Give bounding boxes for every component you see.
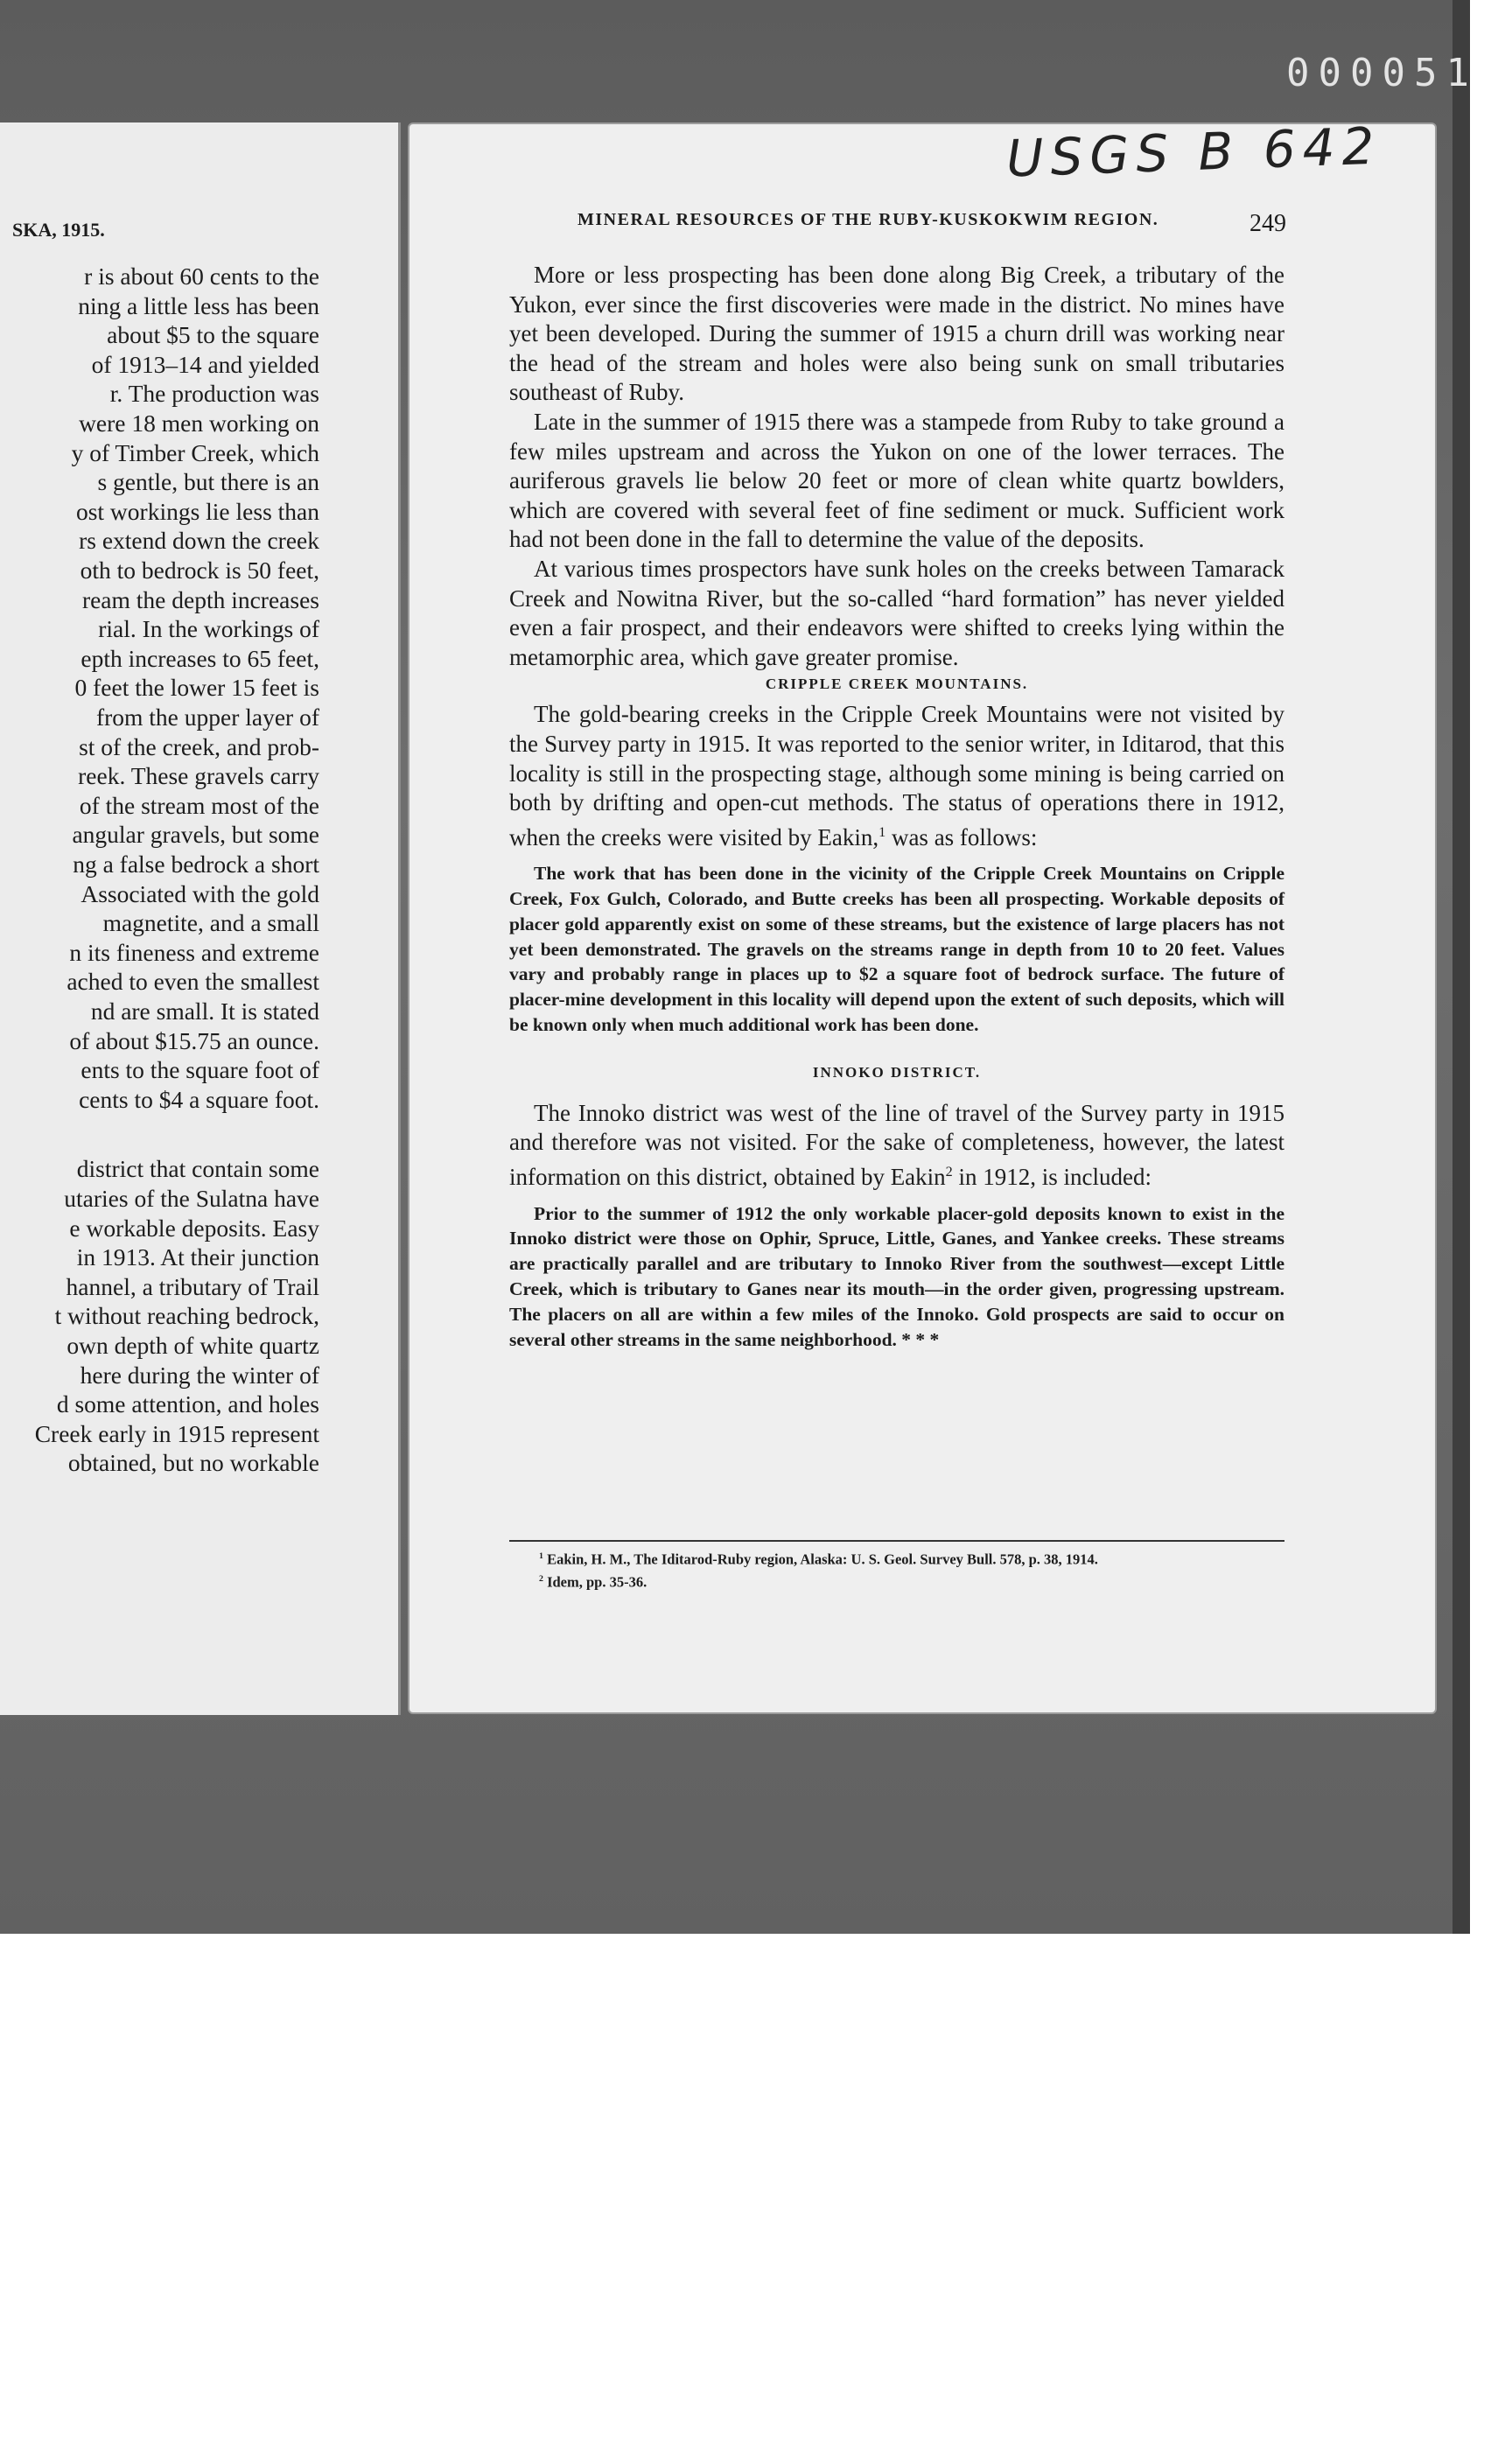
paragraph-cripple-creek-tail: was as follows:: [886, 823, 1038, 850]
left-page-line: t without reaching bedrock,: [54, 1302, 319, 1330]
footnote-2-mark: 2: [539, 1573, 543, 1584]
footnote-1-mark: 1: [539, 1551, 543, 1561]
left-page-line: own depth of white quartz: [66, 1332, 319, 1359]
left-page-line: cents to $4 a square foot.: [79, 1085, 319, 1113]
footnote-ref-2: 2: [945, 1164, 953, 1180]
left-page-line: y of Timber Creek, which: [71, 438, 319, 466]
left-page-line: of about $15.75 an ounce.: [69, 1026, 319, 1054]
left-page-line: r is about 60 cents to the: [84, 262, 319, 290]
paragraph-innoko-text: The Innoko district was west of the line of travel of the Survey party in 1915 and therefore was not visited. For the sake of completeness, however, the latest information on this district, obtained by Eakin: [509, 1099, 1284, 1191]
footnotes: [509, 1540, 1284, 1592]
left-page-line: obtained, but no workable: [67, 1449, 319, 1477]
left-facing-page: [0, 122, 401, 1715]
paragraph-cripple-creek: [509, 700, 1284, 852]
left-page-line: about $5 to the square: [107, 321, 319, 349]
paragraph-hard-formation: At various times prospectors have sunk holes on the creeks between Tamarack Creek and Nowitna River, but the so-called “hard formation” has never yielded even a fair prospect, and their endeavors were shifted to creeks lying within the metamorphic area, which gave greater promise.: [509, 555, 1284, 670]
left-page-header: SKA, 1915.: [12, 219, 105, 241]
paragraph-cripple-creek-text: The gold-bearing creeks in the Cripple Creek Mountains were not visited by the Survey party in 1915. It was reported to the senior writer, in Iditarod, that this locality is still in the prospecting stage, although some mining is being carried on both by drifting and open-cut methods. The status of operations there in 1912, when the creeks were visited by Eakin,: [509, 701, 1284, 850]
footnote-ref-1: 1: [878, 823, 886, 840]
left-page-line: magnetite, and a small: [102, 909, 319, 937]
left-page-line: epth increases to 65 feet,: [80, 644, 319, 672]
paragraph-innoko-tail: in 1912, is included:: [952, 1164, 1152, 1191]
left-page-line: st of the creek, and prob-: [79, 732, 319, 760]
left-page-line: ning a little less has been: [78, 291, 319, 319]
left-page-line: in 1913. At their junction: [76, 1243, 319, 1271]
running-head: [578, 210, 1286, 238]
left-page-line: r. The production was: [109, 380, 319, 408]
left-page-line: from the upper layer of: [95, 704, 319, 731]
left-page-line: rial. In the workings of: [98, 615, 319, 643]
handwritten-tag: USGS B 642: [1004, 116, 1382, 189]
paragraph-innoko: [509, 1099, 1284, 1193]
running-head-title: MINERAL RESOURCES OF THE RUBY-KUSKOKWIM REGION.: [578, 210, 1159, 229]
left-page-line: ost workings lie less than: [75, 497, 319, 525]
left-page-line: nd are small. It is stated: [90, 998, 319, 1025]
page-number: 249: [1250, 210, 1286, 237]
paragraph-big-creek: More or less prospecting has been done along Big Creek, a tributary of the Yukon, ever since the first discoveries were made in the district. No mines have yet been developed. During the summer of 1915 a churn drill was working near the head of the stream and holes were also being sunk on small tributaries southeast of Ruby.: [509, 262, 1284, 406]
archive-stamp: 000051: [1286, 51, 1478, 95]
left-page-line: utaries of the Sulatna have: [64, 1185, 319, 1212]
left-page-line: of 1913–14 and yielded: [91, 350, 319, 378]
left-page-line: here during the winter of: [80, 1361, 319, 1389]
quotation-cripple-creek: The work that has been done in the vicinity of the Cripple Creek Mountains on Cripple Creek, Fox Gulch, Colorado, and Butte creeks has been all prospecting. Workable deposits of placer gold apparently exist on some of these streams, but the existence of large placers has not yet been demonstrated. The gravels on the streams range in depth from 10 to 20 feet. Values vary and probably range in places up to $2 a square foot of bedrock surface. The future of placer-mine development in this locality will depend upon the extent of such deposits, which will be known only when much additional work has been done.: [509, 863, 1284, 1036]
left-page-line: hannel, a tributary of Trail: [66, 1272, 319, 1300]
main-text-column: [509, 261, 1284, 1352]
left-page-line: ached to even the smallest: [66, 968, 319, 996]
left-page-line: oth to bedrock is 50 feet,: [80, 556, 319, 584]
left-page-line: district that contain some: [76, 1155, 319, 1183]
footnote-1-text: Eakin, H. M., The Iditarod-Ruby region, Alaska: U. S. Geol. Survey Bull. 578, p. 38, 1914.: [542, 1550, 1098, 1568]
paragraph-stampede: Late in the summer of 1915 there was a stampede from Ruby to take ground a few miles upstream and across the Yukon on one of the lower terraces. The auriferous gravels lie below 20 feet or more of clean white quartz bowlders, which are covered with several feet of fine sediment or muck. Sufficient work had not been done in the fall to determine the value of the deposits.: [509, 408, 1284, 553]
footnote-2-text: Idem, pp. 35-36.: [542, 1573, 648, 1590]
left-page-line: angular gravels, but some: [72, 821, 319, 849]
left-page-line: were 18 men working on: [79, 410, 319, 437]
left-page-line: ng a false bedrock a short: [73, 850, 319, 878]
footnote-2: [509, 1570, 1284, 1592]
left-page-line: Associated with the gold: [80, 879, 319, 907]
left-page-line: rs extend down the creek: [79, 527, 319, 555]
section-heading-innoko: INNOKO DISTRICT.: [812, 1063, 982, 1081]
left-page-line: of the stream most of the: [79, 791, 319, 819]
quotation-innoko: Prior to the summer of 1912 the only workable placer-gold deposits known to exist in the Innoko district were those on Ophir, Spruce, Little, Ganes, and Yankee creeks. These streams are practically parallel and are tributary to Innoko River from the southwest—except Little Creek, which is tributary to Ganes near its mouth—in the order given, progressing upstream. The placers on all are within a few miles of the Innoko. Gold prospects are said to occur on several other streams in the same neighborhood. * * *: [509, 1202, 1284, 1350]
left-page-line: 0 feet the lower 15 feet is: [74, 674, 319, 702]
left-page-line: s gentle, but there is an: [97, 468, 319, 496]
left-page-line: d some attention, and holes: [56, 1390, 319, 1418]
section-heading-cripple-creek: CRIPPLE CREEK MOUNTAINS.: [765, 676, 1029, 693]
left-page-line: n its fineness and extreme: [69, 938, 319, 966]
left-page-line: ents to the square foot of: [80, 1056, 319, 1084]
left-page-line: Creek early in 1915 represent: [34, 1419, 319, 1447]
left-page-line: ream the depth increases: [81, 585, 319, 613]
footnote-1: [509, 1547, 1284, 1570]
scan-edge-strip: [1452, 0, 1470, 1934]
left-page-line: e workable deposits. Easy: [69, 1214, 319, 1242]
left-page-line: reek. These gravels carry: [78, 762, 319, 790]
